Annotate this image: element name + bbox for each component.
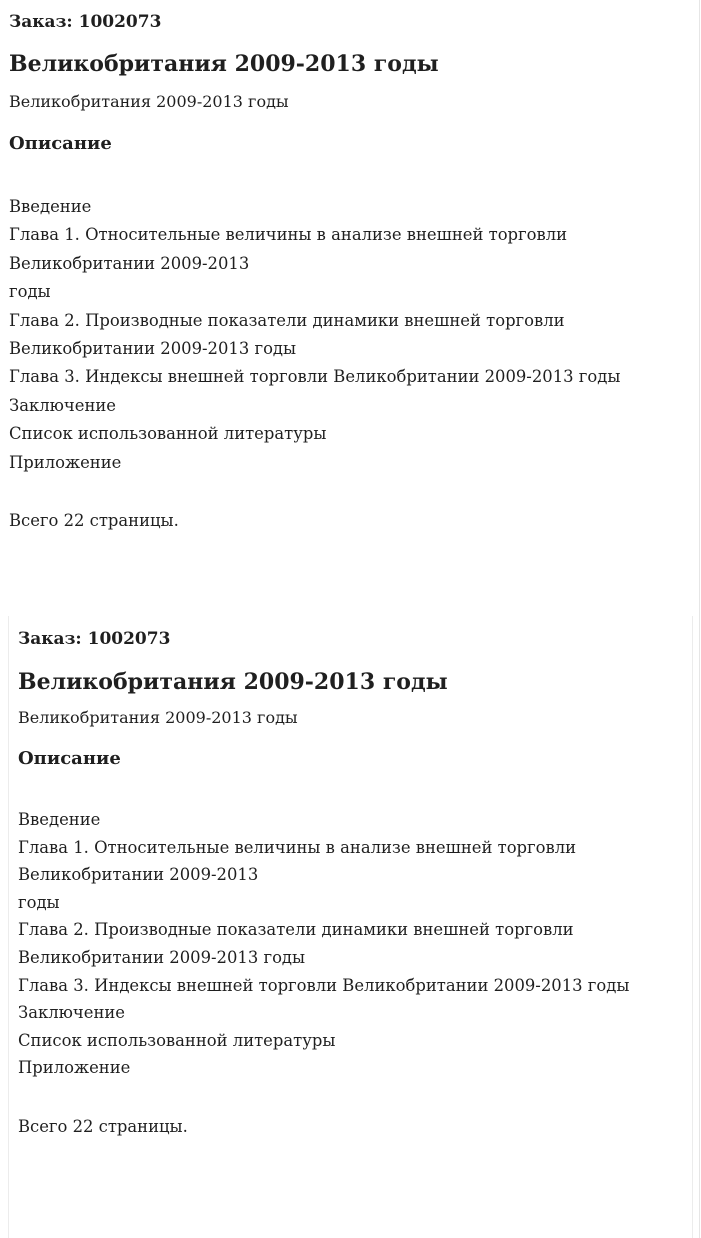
toc-line: Великобритании 2009-2013: [18, 865, 259, 885]
toc-line: Глава 3. Индексы внешней торговли Великобритании 2009-2013 годы: [9, 367, 621, 387]
toc-line: Заключение: [18, 1003, 125, 1023]
toc-line: Глава 1. Относительные величины в анализе внешней торговли: [18, 837, 577, 857]
table-of-contents: [18, 806, 629, 1082]
toc-line: годы: [9, 282, 51, 302]
toc-line: Глава 2. Производные показатели динамики внешней торговли: [9, 310, 565, 330]
toc-line: Великобритании 2009-2013 годы: [9, 339, 297, 359]
order-title: Великобритания 2009-2013 годы: [18, 669, 448, 695]
description-heading: Описание: [18, 748, 121, 769]
toc-line: годы: [18, 892, 60, 912]
order-title: Великобритания 2009-2013 годы: [9, 51, 439, 77]
toc-line: Великобритании 2009-2013 годы: [18, 947, 306, 967]
toc-line: Список использованной литературы: [18, 1030, 336, 1050]
table-of-contents: [9, 193, 620, 477]
toc-line: Введение: [18, 810, 101, 829]
toc-line: Заключение: [9, 395, 116, 415]
order-card: [8, 616, 693, 1238]
toc-line: Список использованной литературы: [9, 424, 327, 444]
order-subtitle: Великобритания 2009-2013 годы: [9, 92, 289, 111]
order-subtitle: Великобритания 2009-2013 годы: [18, 708, 298, 727]
page-count: Всего 22 страницы.: [9, 511, 179, 530]
toc-line: Глава 3. Индексы внешней торговли Великобритании 2009-2013 годы: [18, 975, 630, 995]
order-number: Заказ: 1002073: [18, 629, 171, 649]
toc-line: Приложение: [18, 1058, 131, 1078]
toc-line: Глава 2. Производные показатели динамики внешней торговли: [18, 920, 574, 940]
description-heading: Описание: [9, 133, 112, 154]
order-card: [0, 0, 701, 600]
toc-line: Приложение: [9, 452, 122, 472]
toc-line: Введение: [9, 197, 92, 216]
toc-line: Глава 1. Относительные величины в анализе внешней торговли: [9, 225, 568, 245]
toc-line: Великобритании 2009-2013: [9, 253, 250, 273]
page-count: Всего 22 страницы.: [18, 1117, 188, 1136]
order-number: Заказ: 1002073: [9, 12, 162, 32]
